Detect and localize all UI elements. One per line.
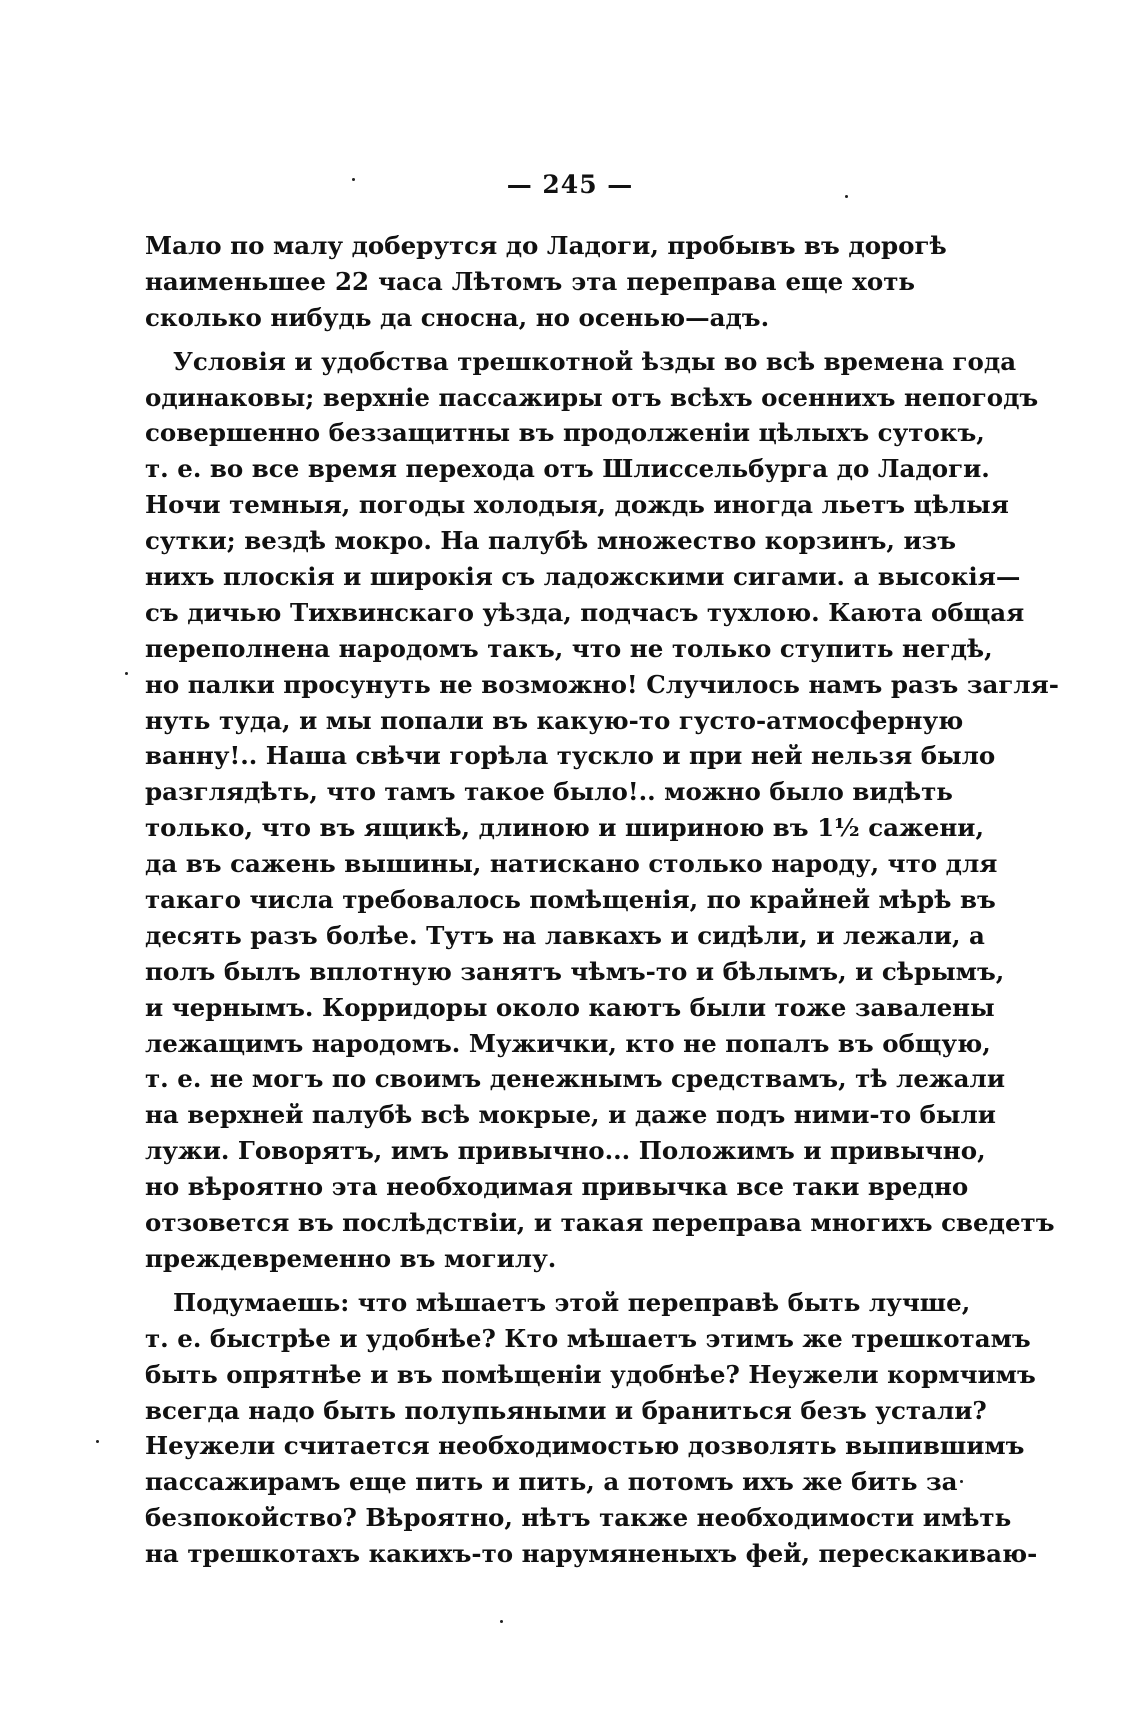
text-line: всегда надо быть полупьяными и браниться безъ устали? — [145, 1395, 987, 1425]
text-line: т. е. во все время перехода отъ Шлиссельбурга до Ладоги. — [145, 454, 990, 484]
text-line: отзовется въ послѣдствіи, и такая переправа многихъ сведетъ — [145, 1208, 1055, 1238]
text-line: Ночи темныя, погоды холодыя, дождь иногда льетъ цѣлыя — [145, 490, 1009, 520]
text-line: лежащимъ народомъ. Мужички, кто не попалъ въ общую, — [145, 1028, 991, 1058]
text-line: т. е. быстрѣе и удобнѣе? Кто мѣшаетъ этимъ же трешкотамъ — [145, 1323, 1031, 1353]
page-number: — 245 — — [506, 170, 634, 199]
text-line: т. е. не могъ по своимъ денежнымъ средствамъ, тѣ лежали — [145, 1064, 1005, 1094]
scan-speck — [352, 178, 355, 181]
scan-speck — [96, 1440, 99, 1443]
scan-speck — [125, 672, 128, 675]
text-line: такаго числа требовалось помѣщенія, по крайней мѣрѣ въ — [145, 885, 996, 915]
text-line: Неужели считается необходимостью дозволять выпившимъ — [145, 1431, 1025, 1461]
text-line: лужи. Говорятъ, имъ привычно... Положимъ и привычно, — [145, 1136, 986, 1166]
text-line: на верхней палубѣ всѣ мокрые, и даже подъ ними-то были — [145, 1100, 996, 1130]
text-line: разглядѣть, что тамъ такое было!.. можно было видѣть — [145, 777, 953, 807]
scan-speck — [960, 1480, 963, 1483]
text-line: Условія и удобства трешкотной ѣзды во всѣ времена года — [173, 346, 1017, 376]
text-line: наименьшее 22 часа Лѣтомъ эта переправа еще хоть — [145, 266, 915, 296]
text-line: но палки просунуть не возможно! Случилось намъ разъ загля- — [145, 669, 1059, 699]
text-line: Мало по малу доберутся до Ладоги, пробывъ въ дорогѣ — [145, 231, 947, 260]
text-line: десять разъ болѣе. Тутъ на лавкахъ и сидѣли, и лежали, а — [145, 920, 985, 950]
text-line: Подумаешь: что мѣшаетъ этой переправѣ быть лучше, — [173, 1287, 971, 1317]
text-line: сутки; вездѣ мокро. На палубѣ множество корзинъ, изъ — [145, 526, 957, 556]
text-line: быть опрятнѣе и въ помѣщеніи удобнѣе? Неужели кормчимъ — [145, 1359, 1036, 1389]
scan-speck — [500, 1620, 503, 1623]
text-line: съ дичью Тихвинскаго уѣзда, подчасъ тухлою. Каюта общая — [145, 597, 1025, 627]
text-line: совершенно беззащитны въ продолженіи цѣлыхъ сутокъ, — [145, 418, 985, 448]
body-text — [145, 228, 1059, 1572]
text-line: нуть туда, и мы попали въ какую-то густо-атмосферную — [145, 705, 964, 735]
text-line: и чернымъ. Корридоры около каютъ были тоже завалены — [145, 992, 995, 1022]
text-line: полъ былъ вплотную занятъ чѣмъ-то и бѣлымъ, и сѣрымъ, — [145, 956, 1005, 986]
text-line: одинаковы; верхніе пассажиры отъ всѣхъ осеннихъ непогодъ — [145, 382, 1039, 412]
text-line: но вѣроятно эта необходимая привычка все таки вредно — [145, 1172, 969, 1202]
text-line: преждевременно въ могилу. — [145, 1243, 557, 1273]
text-line: только, что въ ящикѣ, длиною и шириною въ 1½ сажени, — [145, 813, 984, 843]
text-line: да въ сажень вышины, натискано столько народу, что для — [145, 849, 998, 879]
text-line: пассажирамъ еще пить и пить, а потомъ ихъ же бить за — [145, 1467, 958, 1497]
text-line: сколько нибудь да сносна, но осенью—адъ. — [145, 302, 770, 332]
text-line: на трешкотахъ какихъ-то нарумяненыхъ фей, перескакиваю- — [145, 1539, 1038, 1569]
text-line: переполнена народомъ такъ, что не только ступить негдѣ, — [145, 633, 993, 663]
text-line: безпокойство? Вѣроятно, нѣтъ также необходимости имѣть — [145, 1503, 1012, 1533]
text-line: нихъ плоскія и широкія съ ладожскими сигами. а высокія— — [145, 562, 1021, 592]
text-line: ванну!.. Наша свѣчи горѣла тускло и при ней нельзя было — [145, 741, 996, 771]
scan-speck — [845, 195, 848, 198]
